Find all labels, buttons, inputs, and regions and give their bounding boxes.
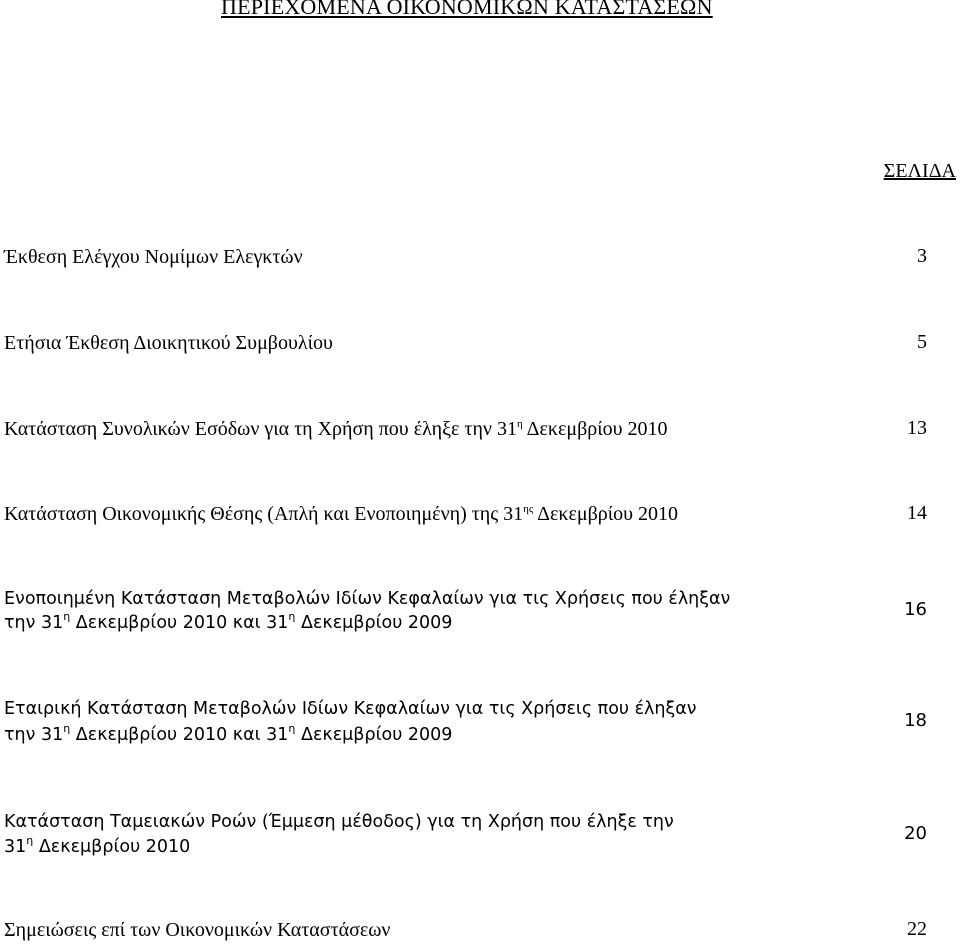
toc-entry-label-line: Κατάσταση Ταμειακών Ροών (Έμμεση μέθοδος) για τη Χρήση που έληξε την	[4, 812, 674, 832]
toc-entry-label-part: την 31	[4, 725, 64, 745]
ordinal-superscript: η	[26, 834, 34, 847]
toc-entry-label-part: Δεκεμβρίου 2010	[522, 418, 668, 440]
toc-entry-page-number: 5	[917, 331, 927, 353]
toc-entry-label-part: την 31	[4, 613, 64, 633]
ordinal-superscript: η	[63, 610, 71, 623]
toc-entry-page-number: 20	[904, 823, 927, 844]
toc-entry-label-part: Δεκεμβρίου 2010 και 31	[70, 613, 289, 633]
toc-entry-page-number: 18	[904, 710, 927, 731]
toc-entry-label-part: Δεκεμβρίου 2009	[295, 613, 453, 633]
page-column-header: ΣΕΛΙΔΑ	[883, 160, 956, 182]
ordinal-superscript: ης	[523, 503, 534, 515]
toc-entry-label	[4, 502, 678, 526]
toc-entry-label-part: Δεκεμβρίου 2010 και 31	[70, 725, 289, 745]
toc-entry-label-line	[4, 611, 452, 635]
toc-entry-label-part: Κατάσταση Οικονομικής Θέσης (Απλή και Ενοποιημένη) της 31	[4, 503, 524, 525]
toc-entry-page-number: 3	[917, 245, 927, 267]
toc-entry-label-part: Κατάσταση Συνολικών Εσόδων για τη Χρήση που έληξε την 31	[4, 418, 517, 440]
toc-entry-page-number: 16	[904, 599, 927, 620]
toc-entry-page-number: 13	[907, 417, 927, 439]
toc-entry-page-number: 22	[907, 918, 927, 940]
toc-entry-label-line: Ενοποιημένη Κατάσταση Μεταβολών Ιδίων Κεφαλαίων για τις Χρήσεις που έληξαν	[4, 589, 731, 609]
ordinal-superscript: η	[288, 610, 296, 623]
toc-entry-page-number: 14	[907, 502, 927, 524]
toc-entry-label: Ετήσια Έκθεση Διοικητικού Συμβουλίου	[4, 332, 333, 354]
toc-entry-label: Έκθεση Ελέγχου Νομίμων Ελεγκτών	[4, 246, 303, 268]
toc-entry-label	[4, 417, 668, 441]
toc-entry-label-line: Εταιρική Κατάσταση Μεταβολών Ιδίων Κεφαλαίων για τις Χρήσεις που έληξαν	[4, 699, 697, 719]
ordinal-superscript: η	[63, 722, 71, 735]
toc-entry-label-part: Δεκεμβρίου 2010	[33, 837, 191, 857]
ordinal-superscript: η	[516, 418, 523, 430]
toc-entry-label-part: Δεκεμβρίου 2009	[295, 725, 453, 745]
ordinal-superscript: η	[288, 722, 296, 735]
toc-title: ΠΕΡΙΕΧΟΜΕΝΑ ΟΙΚΟΝΟΜΙΚΩΝ ΚΑΤΑΣΤΑΣΕΩΝ	[221, 0, 713, 19]
toc-entry-label-part: Δεκεμβρίου 2010	[533, 503, 679, 525]
toc-entry-label-part: 31	[4, 837, 27, 857]
toc-entry-label: Σημειώσεις επί των Οικονομικών Καταστάσεων	[4, 919, 391, 941]
toc-entry-label-line	[4, 723, 452, 747]
toc-entry-label-line	[4, 835, 190, 859]
